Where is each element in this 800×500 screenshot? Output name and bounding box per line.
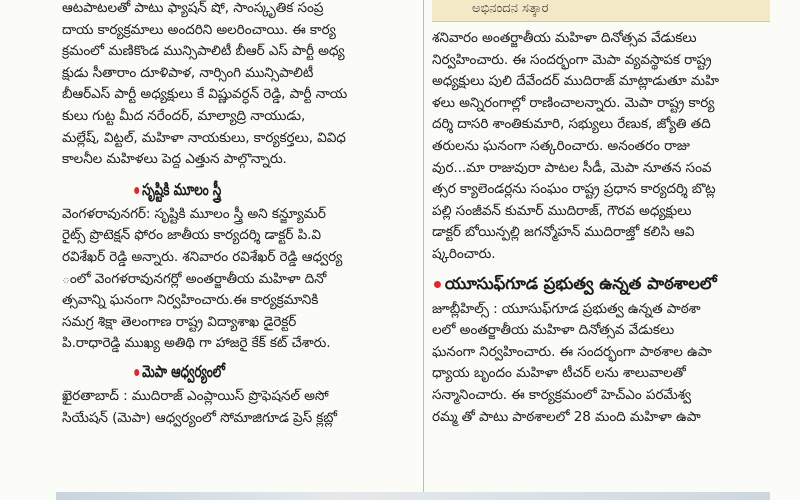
text-line: ధ్యాయ బృందం మహిళా టీచర్ లను శాలువాలతో [432, 365, 686, 382]
section-heading [62, 178, 322, 202]
section-heading [432, 272, 780, 296]
text-line: క్షుడు సీతారాం దూళిపాళ, నార్సింగి మున్సిపాలిటీ [62, 64, 314, 81]
text-line: ఘనంగా నిర్వహించారు. ఈ సందర్భంగా పాఠశాల ఉపా [432, 343, 712, 360]
text-line: పల్లి సంజీవన్ కుమార్ ముదిరాజ్, గౌరవ అధ్యక్షులు [432, 202, 692, 219]
section-heading [62, 360, 322, 384]
text-line: సన్మానించారు. ఈ కార్యక్రమంలో హెచ్ఎం పరమేశ్వ [432, 386, 691, 403]
right-article-1 [432, 28, 782, 266]
left-column [62, 0, 422, 500]
text-line: దర్శి దాసరి శాంతికుమారి, సభ్యులు రేణుక, జ్యోతి తది [432, 116, 711, 133]
text-line: తరులను ఘనంగా సత్కరించారు. అనంతరం రాజు [432, 137, 690, 154]
text-line: పి.రాధారెడ్డి ముఖ్య అతిథి గా హాజరై కేక్ కట్ చేశారు. [62, 335, 331, 352]
text-line: రమ్మ తో పాటు పాఠశాలలో 28 మంది మహిళా ఉపా [432, 408, 701, 425]
left-article-2 [62, 204, 422, 355]
right-article-2 [432, 299, 782, 429]
text-line: డాక్టర్ బోయిన్పల్లి జగన్మోహన్ ముదిరాజ్తో కలిసి ఆవి [432, 224, 695, 241]
bullet-dot-icon [134, 369, 139, 376]
text-line: ంలో వెంగళరావునగర్లో అంతర్జాతీయ మహిళా దినో [62, 270, 327, 287]
text-line: బీఆర్ఎస్ పార్టీ అధ్యక్షులు కే విష్ణువర్ధన్ రెడ్డి, పార్టీ నాయ [62, 86, 348, 103]
bullet-dot-icon [134, 187, 139, 194]
text-line: అధ్యక్షులు పులి దేవేందర్ ముదిరాజ్ మాట్లాడుతూ మహి [432, 73, 719, 90]
heading-text: సృష్టికి మూలం స్త్రీ [142, 179, 222, 199]
right-column [432, 0, 782, 500]
text-line: జూబ్లీహిల్స్ : యూసుఫ్‌గూడ ప్రభుత్వ ఉన్నత పాఠశా [432, 300, 701, 317]
text-line: శనివారం అంతర్జాతీయ మహిళా దినోత్సవ వేడుకలు [432, 30, 697, 46]
text-line: నిర్వహించారు. ఈ సందర్భంగా మెపా వ్యవస్థాపక రాష్ట్ర [432, 51, 712, 68]
text-line: కాలనీల మహిళలు పెద్ద ఎత్తున పాల్గొన్నారు. [62, 151, 287, 168]
text-line: వుర...మా రాజువురా పాటల సీడీ, మెపా నూతన సంవ [432, 159, 712, 176]
heading-text: యూసుఫ్‌గూడ ప్రభుత్వ ఉన్నత పాఠశాలలో [444, 273, 717, 293]
heading-text: మెపా ఆధ్వర్యంలో [142, 361, 226, 381]
text-line: దాయ కార్యక్రమాలు అందరిని అలరించాయి. ఈ కార్య [62, 21, 336, 38]
text-line: ఆటపాటలతో పాటు ఫ్యాషన్ షో, సాంస్కృతిక సంప్ర [62, 0, 324, 16]
bottom-image-edge [56, 492, 770, 500]
text-line: లలో అంతర్జాతీయ మహిళా దినోత్సవ వేడుకలు [432, 322, 675, 339]
text-line: ష్కరించారు. [432, 245, 496, 262]
text-line: రవిశేఖర్ రెడ్డి అన్నారు. శనివారం రవిశేఖర్ రెడ్డి ఆధ్వర్య [62, 248, 343, 265]
text-line: త్సర క్యాలెండర్లను సంఘం రాష్ట్ర ప్రధాన కార్యదర్శి బొట్ల [432, 181, 716, 198]
text-line: ఖైరతాబాద్ : ముదిరాజ్ ఎంప్లాయిస్ ప్రొఫెషనల్ అసో [62, 387, 329, 404]
text-line: సమగ్ర శిక్షా తెలంగాణ రాష్ట్ర విద్యాశాఖ డైరెక్టర్ [62, 313, 297, 330]
text-line: క్రమంలో మణికొండ మున్సిపాలిటీ బీఆర్ ఎస్ పార్టీ అధ్య [62, 43, 345, 60]
text-line: సియేషన్ (మెపా) ఆధ్వర్యంలో సోమాజిగూడ ప్రెస్ క్లబ్లో [62, 409, 337, 426]
top-box-text: ಅಭಿನಂದನ ಸತ್ಕಾರ [472, 1, 549, 16]
text-line: మల్లేష్, విట్టల్, మహిళా నాయకులు, కార్యకర్తలు, వివిధ [62, 129, 346, 146]
text-line: కులు గుట్ట మీద నరేందర్, మాల్యాద్రి నాయుడు, [62, 107, 306, 124]
text-line: వెంగళరావునగర్: సృష్టికి మూలం స్త్రీ అని కన్జ్యూమర్ [62, 205, 326, 222]
column-divider [423, 0, 424, 500]
text-line: రైట్స్ ప్రొటెక్షన్ ఫోరం జాతీయ కార్యదర్శి డాక్టర్ పి.వి [62, 227, 321, 244]
text-line: త్సవాన్ని ఘనంగా నిర్వహించారు.ఈ కార్యక్రమానికి [62, 292, 319, 309]
left-article-3 [62, 386, 422, 429]
bullet-dot-icon [434, 281, 441, 288]
text-line: ళలు అన్నిరంగాల్లో రాణించాలన్నారు. మెపా రాష్ట్ర కార్య [432, 94, 715, 111]
left-article-1 [62, 0, 422, 171]
